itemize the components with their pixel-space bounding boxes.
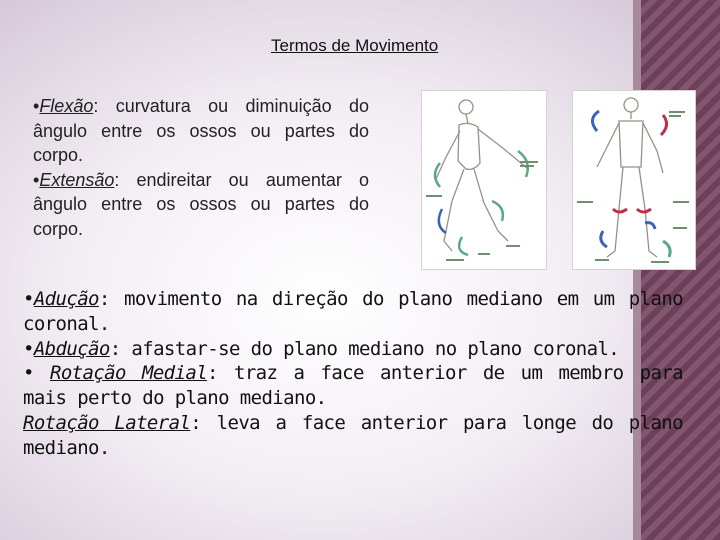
definitions-flexion-extension — [33, 94, 369, 241]
standing-figure-illustration — [573, 91, 695, 269]
term-aducao: Adução — [33, 288, 99, 310]
text-flexao: : curvatura ou diminuição do ângulo entre os ossos ou partes do corpo. — [33, 96, 369, 165]
bullet: • — [33, 96, 40, 116]
term-rotacao-medial: Rotação Medial — [49, 362, 208, 385]
term-flexao: Flexão — [39, 96, 94, 116]
bullet: • — [23, 337, 34, 360]
text-rotacao-medial: : traz a face anterior de um membro para mais perto do plano mediano. — [23, 362, 683, 410]
term-abducao: Abdução — [33, 337, 110, 360]
term-extensao: Extensão — [39, 169, 115, 190]
bullet: • — [23, 362, 50, 385]
figure-walking-body-diagram — [421, 90, 547, 270]
walking-figure-illustration — [422, 91, 546, 269]
bullet: • — [33, 169, 40, 190]
term-rotacao-lateral: Rotação Lateral — [23, 411, 191, 434]
figure-rotation-body-diagram — [572, 90, 696, 270]
bullet: • — [23, 288, 34, 310]
slide-title: Termos de Movimento — [271, 36, 439, 55]
text-extensao: : endireitar ou aumentar o ângulo entre os ossos ou partes do corpo. — [33, 169, 369, 239]
definitions-adduction-abduction-rotation — [23, 287, 683, 461]
text-aducao: : movimento na direção do plano mediano em um plano coronal. — [23, 288, 683, 335]
text-abducao: : afastar-se do plano mediano no plano coronal. — [109, 337, 620, 360]
text-rotacao-lateral: : leva a face anterior para longe do plano mediano. — [23, 411, 683, 459]
